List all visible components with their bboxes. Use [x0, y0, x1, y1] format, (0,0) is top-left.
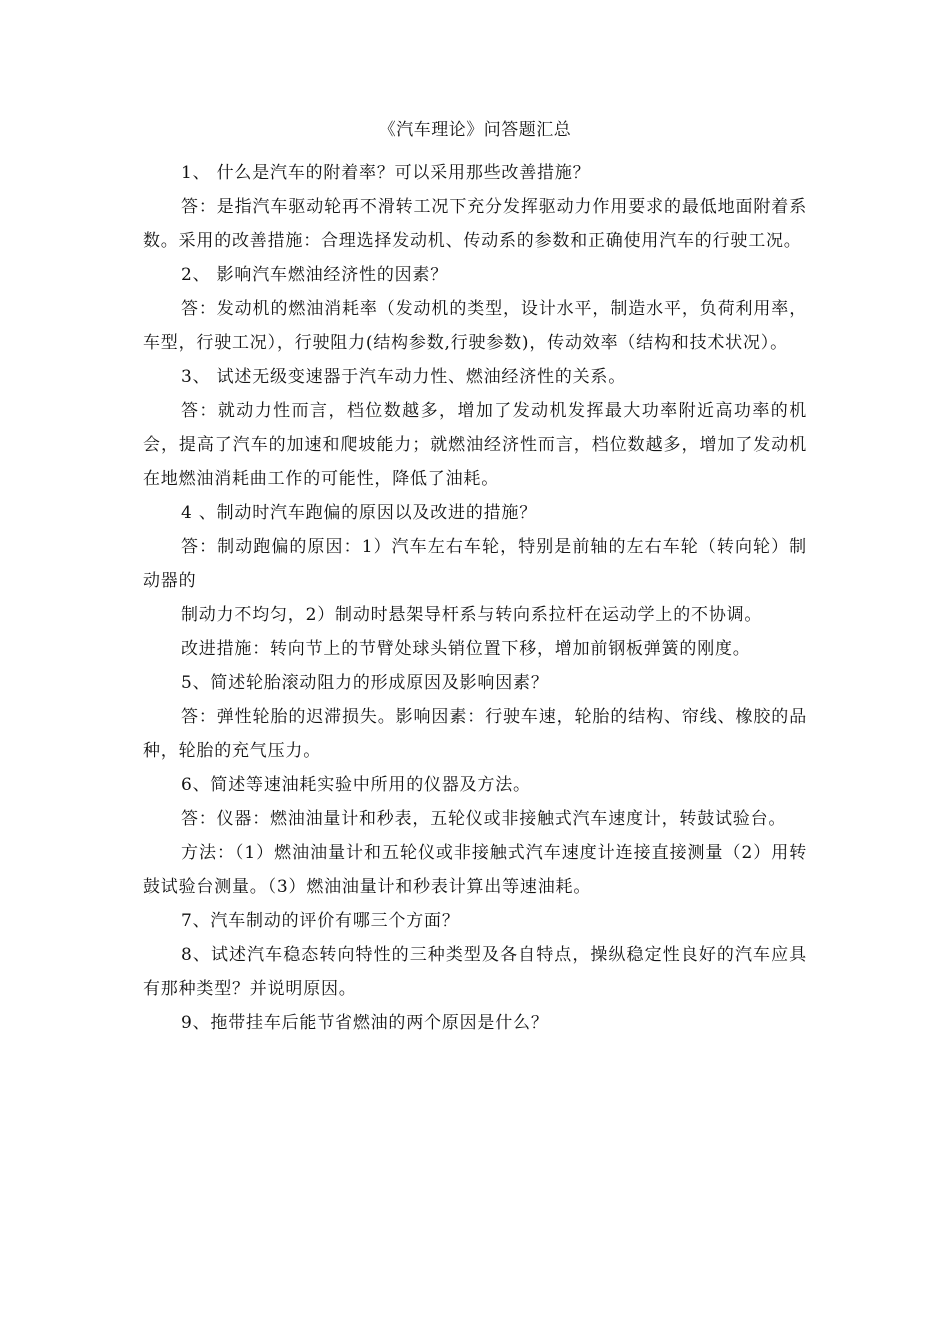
answer-4-part-1: 答：制动跑偏的原因：1）汽车左右车轮，特别是前轴的左右车轮（转向轮）制动器的 [143, 537, 807, 591]
document-body [143, 156, 807, 1040]
answer-5: 答：弹性轮胎的迟滞损失。影响因素：行驶车速，轮胎的结构、帘线、橡胶的品种，轮胎的充气压力。 [143, 707, 807, 761]
document-title: 《汽车理论》问答题汇总 [378, 120, 572, 140]
answer-4-part-2: 制动力不均匀，2）制动时悬架导杆系与转向系拉杆在运动学上的不协调。 [181, 605, 763, 625]
question-3: 3、 试述无级变速器于汽车动力性、燃油经济性的关系。 [181, 367, 627, 387]
answer-4-part-3: 改进措施：转向节上的节臂处球头销位置下移，增加前钢板弹簧的刚度。 [181, 639, 751, 659]
question-1: 1、 什么是汽车的附着率？可以采用那些改善措施？ [181, 163, 591, 183]
answer-3: 答：就动力性而言，档位数越多，增加了发动机发挥最大功率附近高功率的机会，提高了汽车的加速和爬坡能力；就燃油经济性而言，档位数越多，增加了发动机在地燃油消耗曲工作的可能性，降低了油耗。 [143, 401, 807, 489]
question-8: 8、试述汽车稳态转向特性的三种类型及各自特点，操纵稳定性良好的汽车应具有那种类型？并说明原因。 [143, 945, 807, 999]
answer-6-part-2: 方法：（1）燃油油量计和五轮仪或非接触式汽车速度计连接直接测量（2）用转鼓试验台测量。（3）燃油油量计和秒表计算出等速油耗。 [143, 843, 807, 897]
answer-2: 答：发动机的燃油消耗率（发动机的类型，设计水平，制造水平，负荷利用率，车型，行驶工况），行驶阻力(结构参数,行驶参数)，传动效率（结构和技术状况）。 [143, 299, 807, 353]
question-6: 6、简述等速油耗实验中所用的仪器及方法。 [181, 775, 531, 795]
answer-6-part-1: 答：仪器：燃油油量计和秒表，五轮仪或非接触式汽车速度计，转鼓试验台。 [181, 809, 787, 829]
question-7: 7、汽车制动的评价有哪三个方面？ [181, 911, 460, 931]
question-2: 2、 影响汽车燃油经济性的因素？ [181, 265, 449, 285]
question-4: 4 、制动时汽车跑偏的原因以及改进的措施？ [181, 503, 538, 523]
question-9: 9、拖带挂车后能节省燃油的两个原因是什么？ [181, 1013, 549, 1033]
question-5: 5、简述轮胎滚动阻力的形成原因及影响因素？ [181, 673, 549, 693]
answer-1: 答：是指汽车驱动轮再不滑转工况下充分发挥驱动力作用要求的最低地面附着系数。采用的改善措施：合理选择发动机、传动系的参数和正确使用汽车的行驶工况。 [143, 197, 807, 251]
